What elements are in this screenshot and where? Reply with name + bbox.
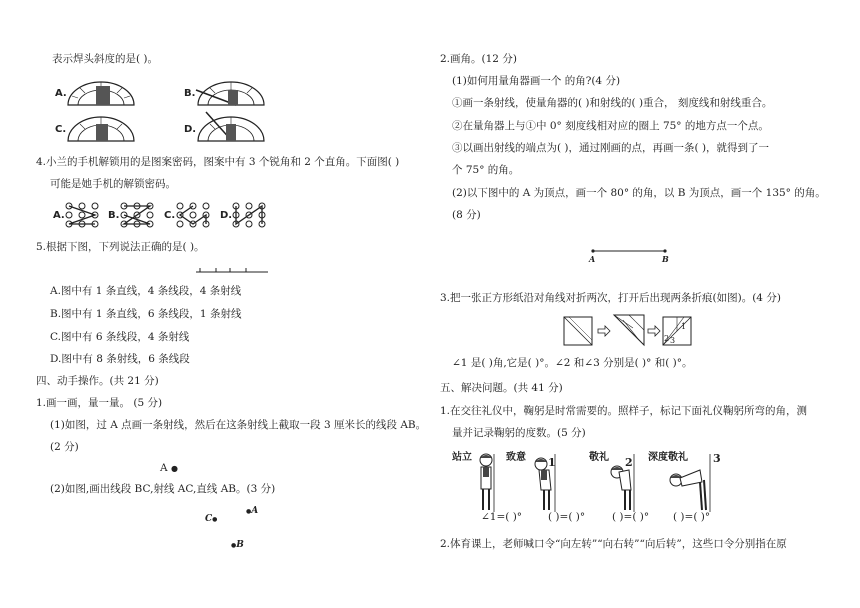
bow-title-greeting: 致意	[506, 452, 526, 463]
p2-1-text: (1)如何用量角器画一个 的角?(4 分)	[452, 75, 621, 87]
step-3: ③以画出射线的端点为( )，通过刚画的点，再画一条( )，就得到了一	[452, 142, 770, 154]
p1-1-text: (1)如图，过 A 点画一条射线，然后在这条射线上截取一段 3 厘米长的线段 AB。	[50, 419, 427, 431]
q4-option-b[interactable]: B.	[108, 210, 120, 221]
line-figure	[196, 264, 268, 274]
bow-num-3: 3	[713, 452, 721, 465]
step-1: ①画一条射线，使量角器的( )和射线的( )重合， 刻度线和射线重合。	[452, 97, 773, 109]
fold-triangle-icon	[613, 314, 645, 346]
p5-1-line-2: 量并记录鞠躬的度数。(5 分)	[452, 427, 586, 439]
bow-title-standing: 站立	[452, 452, 472, 463]
p1-title: 1.画一画，量一量。 (5 分)	[36, 397, 163, 409]
bow-answer-3: ( )=( )°	[612, 511, 650, 523]
p5-1-line-1: 1.在交往礼仪中，鞠躬是时常需要的。照样子，标记下面礼仪鞠躬所弯的角，测	[440, 405, 808, 417]
q5-option-d[interactable]: D.图中有 8 条射线，6 条线段	[50, 353, 190, 365]
p1-2-text: (2)如图,画出线段 BC,射线 AC,直线 AB。(3 分)	[50, 483, 276, 495]
bow-answer-1: ∠1=( )°	[481, 511, 523, 523]
p1-1-score: (2 分)	[50, 441, 79, 453]
person-standing-icon	[474, 452, 498, 514]
q5-option-b[interactable]: B.图中有 1 条直线，6 条线段，1 条射线	[50, 308, 242, 320]
q4-option-a[interactable]: A.	[53, 210, 65, 221]
segment-ab	[590, 246, 670, 256]
q4-option-c[interactable]: C.	[164, 210, 176, 221]
bow-answer-4: ( )=( )°	[673, 511, 711, 523]
section-4-title: 四、动手操作。(共 21 分)	[36, 375, 159, 387]
p3-answer: ∠1 是( )角,它是( )°。∠2 和∠3 分别是( )° 和( )°。	[452, 357, 693, 369]
step-2: ②在量角器上与①中 0° 刻度线相对应的圈上 75° 的地方点一个点。	[452, 120, 769, 132]
arrow-right-icon	[598, 326, 610, 336]
section-5-title: 五、解决问题。(共 41 分)	[440, 382, 563, 394]
bow-title-deep-salute: 深度敬礼	[648, 452, 688, 463]
dot-grid-a-icon	[64, 202, 100, 228]
dot-grid-d-icon	[231, 202, 267, 228]
p2-2-score: (8 分)	[452, 209, 481, 221]
q5-stem: 5.根据下图，下列说法正确的是( )。	[36, 241, 205, 253]
dot-grid-c-icon	[175, 202, 211, 228]
point-c-label: C●	[205, 514, 218, 524]
protractor-a-icon	[66, 80, 136, 106]
seg-label-a: A	[589, 254, 596, 264]
q3-option-a[interactable]: A.	[55, 88, 67, 99]
step-3-cont: 个 75° 的角。	[452, 164, 520, 176]
p2-2-text: (2)以下图中的 A 为顶点，画一个 80° 的角，以 B 为顶点，画一个 135° 的角。	[452, 187, 826, 199]
q3-tail: 表示焊头斜度的是( )。	[52, 53, 159, 65]
seg-label-b: B	[662, 254, 669, 264]
protractor-c-icon	[66, 112, 136, 142]
protractor-d-icon	[196, 112, 266, 142]
q3-option-d[interactable]: D.	[184, 124, 197, 135]
bow-num-1: 1	[548, 456, 556, 469]
protractor-b-icon	[196, 80, 266, 106]
arrow-right-icon-2	[648, 326, 660, 336]
q5-option-a[interactable]: A.图中有 1 条直线，4 条线段，4 条射线	[50, 285, 242, 297]
p3-text: 3.把一张正方形纸沿对角线对折两次，打开后出现两条折痕(如图)。(4 分)	[440, 292, 781, 304]
bow-answer-2: ( )=( )°	[548, 511, 586, 523]
point-a-label: A ●	[160, 462, 178, 474]
point-a2-label: ●A	[246, 506, 259, 516]
fold-square-1-icon	[563, 316, 593, 346]
fold-label-3: 3	[670, 336, 676, 345]
bow-num-2: 2	[625, 456, 633, 469]
q3-option-b[interactable]: B.	[184, 88, 196, 99]
person-greeting-icon	[531, 452, 561, 514]
dot-grid-b-icon	[119, 202, 155, 228]
fold-label-2: 2	[664, 334, 670, 343]
q4-option-d[interactable]: D.	[220, 210, 233, 221]
bow-title-salute: 敬礼	[589, 452, 609, 463]
q3-option-c[interactable]: C.	[55, 124, 67, 135]
q4-line-2: 可能是她手机的解锁密码。	[50, 178, 176, 190]
q5-option-c[interactable]: C.图中有 6 条线段，4 条射线	[50, 331, 190, 343]
p2-title: 2.画角。(12 分)	[440, 53, 517, 65]
p5-2-text: 2.体育课上，老师喊口令“向左转”“向右转”“向后转”，这些口令分别指在原	[440, 538, 787, 550]
point-b-label: ●B	[231, 540, 244, 550]
q4-line-1: 4.小兰的手机解锁用的是图案密码，图案中有 3 个锐角和 2 个直角。下面图( )	[36, 156, 400, 168]
fold-label-1: 1	[681, 322, 687, 331]
